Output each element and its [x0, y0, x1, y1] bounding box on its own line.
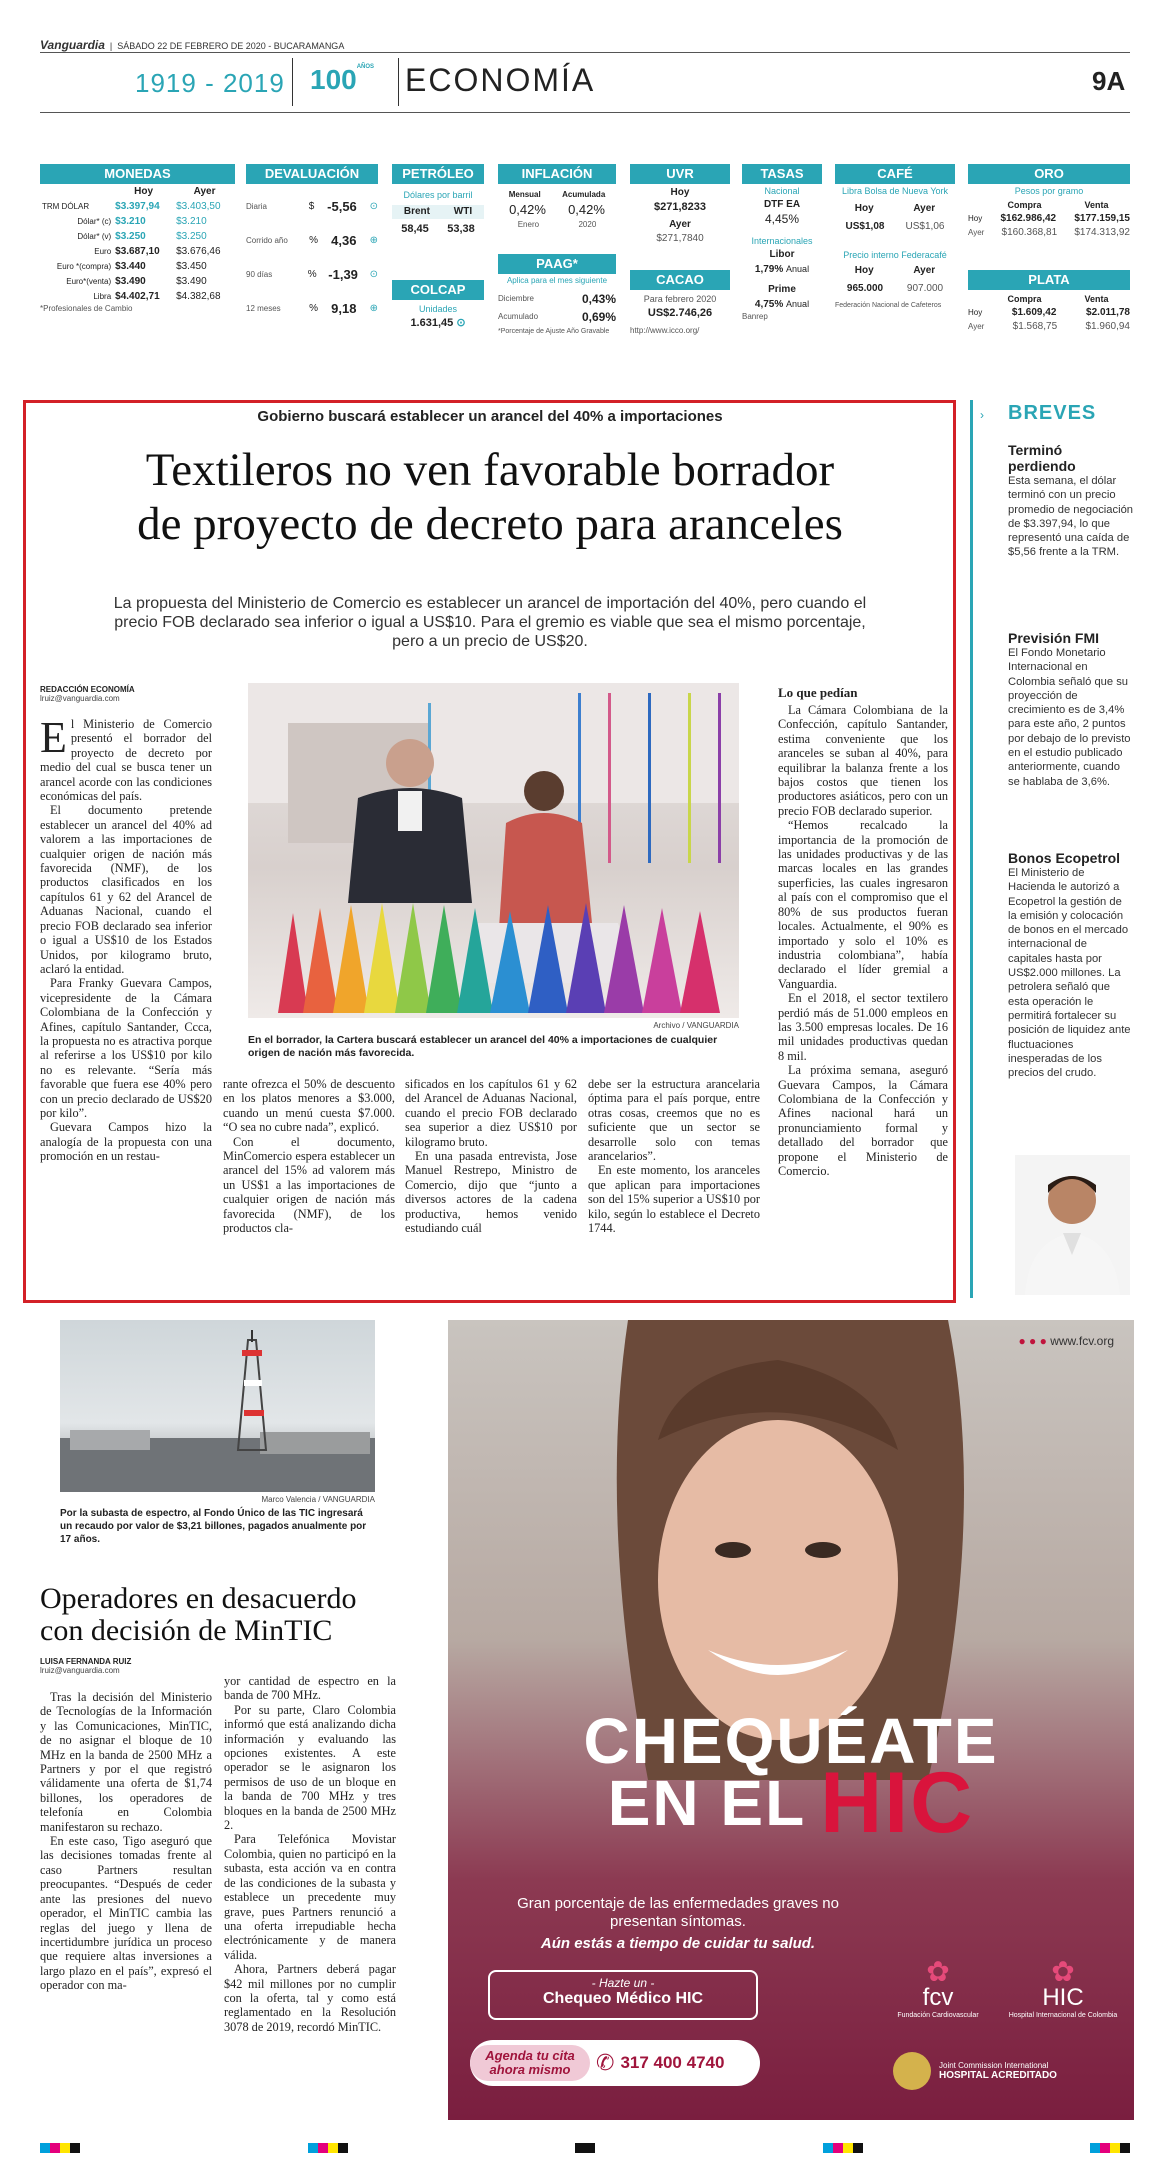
anniversary-years: 1919 - 2019: [135, 68, 285, 98]
textile-photo-image: [248, 683, 739, 1018]
article2-col1: Tras la decisión del Ministerio de Tecnologías de la Información y las Comunicaciones, MinTIC, de no asignar el bloque de 10 MHz en la banda de 2500 MHz a Partners y por el que registró válidamente una oferta de $1,74 billones, los operadores de telefonía en Colombia manifestaron su rechazo. En este caso, Tigo aseguró que las decisiones tomadas frente al caso Partners resultan preocupantes. “Después de ceder ante las presiones del nuevo operador, el MinTIC cambia las reglas del juego y llena de incertidumbre jurídica un proceso que requiere altas inversiones a largo plazo en el país”, expresó el operador con ma-: [40, 1690, 212, 1993]
section-title: ECONOMÍA: [405, 62, 596, 98]
fcv-logo: ✿ fcv Fundación Cardiovascular: [888, 1960, 988, 2019]
arrow-up-icon: ⊕: [369, 303, 378, 314]
article2-headline: Operadores en desacuerdo con decisión de MinTIC: [40, 1582, 357, 1647]
anniversary-logo: $100^{AÑOS}$: [310, 64, 375, 95]
antenna-photo: [60, 1320, 375, 1492]
print-color-bar: [40, 2140, 1130, 2152]
ad-text: Gran porcentaje de las enfermedades graves no presentan síntomas. Aún estás a tiempo de cuidar tu salud.: [517, 1895, 839, 1952]
arrow-up-icon: ⊕: [369, 235, 378, 246]
antenna-image: [60, 1320, 375, 1492]
dateline: Vanguardia | SÁBADO 22 DE FEBRERO DE 2020 - BUCARAMANGA: [40, 38, 345, 52]
article-col5: La Cámara Colombiana de la Confección, capítulo Santander, estima conveniente que los aranceles se suban al 40%, para equilibrar la balanza frente a los bajos costos que tienen los productores asiáticos, pero con un precio FOB declarado superior. “Hemos recalcado la importancia de la promoción de las unidades productivas y de las marcas locales en las grandes superficies, las cuales ingresaron al país con el compromiso que el 80% de sus productos fueran locales. Actualmente, el 90% es importado y solo el 10% es industria colombiana”, había declarado el líder gremial a Vanguardia. En el 2018, el sector textilero perdió más de 51.000 empleos en las 3.500 empresas locales. De 16 mil unidades productivas quedan 8 mil. La próxima semana, aseguró Guevara Campos, la Cámara Colombiana de la Confección y Afines nacional hará un pronunciamiento formal y detallado del borrador que propone el Ministerio de Comercio.: [778, 703, 948, 1178]
ad-title: CHEQUÉATE EN EL HIC: [583, 1705, 999, 1851]
page-number: 9A: [1092, 66, 1126, 96]
portrait-image: [1015, 1155, 1130, 1295]
tree-icon: ✿: [1051, 1956, 1075, 1987]
market-inflacion: INFLACIÓN Mensual Acumulada 0,42% 0,42% Enero 2020: [498, 164, 616, 232]
market-plata: PLATA Compra Venta Hoy $1.609,42 $2.011,78 Ayer $1.568,75 $1.960,94: [968, 272, 1130, 332]
breve-item: Terminó perdiendo Esta semana, el dólar terminó con un precio promedio de negociación de $3.397,94, lo que representó una caída de $5,56 frente a la TRM.: [1008, 442, 1134, 559]
market-uvr: UVR Hoy $271,8233 Ayer $271,7840: [630, 164, 730, 246]
textile-photo: [248, 683, 739, 1018]
article-col2: rante ofrezca el 50% de descuento en los platos menores a $3.000, cuando un menú cuesta $7.000. “O sea no cubre nada”, explicó. Con el documento, MinComercio espera establecer un arancel del 15% ad valorem más un US$1 a las importaciones de cualquier origen de nación más favorecida (NMF), de los productos cla-: [223, 1077, 395, 1236]
portrait-photo: [1015, 1155, 1130, 1295]
market-monedas: MONEDAS Hoy Ayer TRM DÓLAR $3.397,94 $3.403,50 Dólar* (c) $3.210 $3.210 Dólar* (v) $3.250 $3.250 Euro $3.687,10 $3.676,46 Euro *(compra) $3.440 $3.450 Euro*(venta) $3.490 $3.490 Libra $4.402,71 $4.382,68 *Profesionales de Cambio: [40, 164, 235, 313]
photo-credit: Archivo / VANGUARDIA: [653, 1021, 739, 1030]
market-oro: ORO Pesos por gramo Compra Venta Hoy $162.986,42 $177.159,15 Ayer $160.368,81 $174.313,92: [968, 166, 1130, 238]
hic-logo: ✿ HIC Hospital Internacional de Colombia: [1008, 1956, 1118, 2019]
phone-icon: ✆: [596, 2050, 615, 2075]
photo-caption: En el borrador, la Cartera buscará establecer un arancel del 40% a importaciones de cualquier origen de nación más favorecida.: [248, 1034, 718, 1059]
market-colcap: COLCAP Unidades 1.631,45 ⊙: [392, 280, 484, 330]
ad-cta[interactable]: Agenda tu cita ahora mismo ✆ 317 400 4740: [470, 2040, 760, 2086]
ad-web: ● ● ● www.fcv.org: [1018, 1334, 1114, 1348]
article-col1: El Ministerio de Comercio presentó el borrador del proyecto de decreto por medio del cual se busca tener un arancel acorde con las condiciones económicas del país. El documento pretende establecer un arancel del 40% ad valorem a las importaciones de cualquier origen de nación más favorecida (NMF), de los productos clasificados en los capítulos 61 y 62 del Arancel de Aduanas Nacional, cuando el precio FOB declarado sea inferior o igual a US$10 de los Estados Unidos, por kilogramo bruto, aclaró la entidad. Para Franky Guevara Campos, vicepresidente de la Cámara Colombiana de la Confección y Afines, capítulo Santander, Ccca, la propuesta no es atractiva porque al referirse a los US$10 por kilo no es relevante. “Sería más favorable que fuera ese 40% pero con un precio declarado de US$20 por kilo”. Guevara Campos hizo la analogía de la propuesta con una promoción en un restau-: [40, 717, 212, 1164]
ad-chequeo-button[interactable]: - Hazte un - Chequeo Médico HIC: [488, 1970, 758, 2020]
hic-advertisement[interactable]: [448, 1320, 1134, 2120]
article-headline: Textileros no ven favorable borrador de proyecto de decreto para aranceles: [137, 444, 843, 550]
market-cacao: CACAO Para febrero 2020 US$2.746,26 http://www.icco.org/: [630, 270, 730, 335]
article-byline: REDACCIÓN ECONOMÍA lruiz@vanguardia.com: [40, 685, 135, 703]
section-subhead: Lo que pedían: [778, 685, 858, 700]
market-petroleo: PETRÓLEO Dólares por barril Brent WTI 58,45 53,38: [392, 164, 484, 236]
arrow-down-icon: ⊙: [369, 269, 378, 280]
article-col4: debe ser la estructura arancelaria óptima para el país porque, entre otras cosas, creemos que no es suficiente que un sector se desarrolle solo con temas arancelarios”. En este momento, los aranceles que aplican para importaciones son del 15% superior a US$10 por kilo, según lo establece el Decreto 1744.: [588, 1077, 760, 1236]
arrow-down-icon: ⊙: [456, 317, 466, 329]
market-cafe: CAFÉ Libra Bolsa de Nueva York Hoy Ayer US$1,08 US$1,06 Precio interno Federacafé Hoy Ayer 965.000 907.000 Federación Nacional de Cafeteros: [835, 164, 955, 309]
market-tasas: TASAS Nacional DTF EA 4,45% Internacionales Libor 1,79% Anual Prime 4,75% Anual Banrep: [742, 164, 822, 321]
market-paag: PAAG* Aplica para el mes siguiente Diciembre 0,43% Acumulado 0,69% *Porcentaje de Ajuste Año Gravable: [498, 256, 616, 335]
breve-item: Bonos Ecopetrol El Ministerio de Hacienda le autorizó a Ecopetrol la gestión de la emisión y colocación de bonos en el mercado internacional de capitales hasta por US$2.000 millones. La petrolera señaló que esta operación le permitirá fortalecer su posición de liquidez ante fluctuaciones inesperadas de los precios del crudo.: [1008, 850, 1131, 1080]
jci-seal: Joint Commission International HOSPITAL ACREDITADO: [893, 2052, 1123, 2090]
article-lede: La propuesta del Ministerio de Comercio es establecer un arancel de importación del 40%, pero cuando el precio FOB declarado sea inferior o igual a US$10. Para el gremio es viable que sea el mismo porcentaje, pero a un precio de US$20.: [113, 595, 867, 650]
article2-byline: LUISA FERNANDA RUIZ lruiz@vanguardia.com: [40, 1657, 132, 1675]
breves-title: BREVES: [1008, 402, 1097, 424]
photo-credit: Marco Valencia / VANGUARDIA: [261, 1495, 375, 1504]
chevron-right-icon: ›: [980, 408, 984, 422]
article-col3: sificados en los capítulos 61 y 62 del Arancel de Aduanas Nacional, cuando el precio FOB declarado sea superior a diez US$10 por kilogramo bruto. En una pasada entrevista, Jose Manuel Restrepo, Ministro de Comercio, dijo que “junto a diversos actores de la cadena productiva, hemos venido estudiando cuál: [405, 1077, 577, 1236]
tree-icon: ✿: [926, 1956, 950, 1987]
market-devaluacion: DEVALUACIÓN Diaria $ -5,56 ⊙ Corrido año % 4,36 ⊕ 90 días % -1,39 ⊙ 12 meses % 9,18 ⊕: [246, 166, 378, 316]
article-kicker: Gobierno buscará establecer un arancel del 40% a importaciones: [257, 408, 723, 425]
article2-col2: yor cantidad de espectro en la banda de 700 MHz. Por su parte, Claro Colombia informó que está analizando dicha información y evaluando las opciones existentes. A este operador se le asignaron los permisos de uso de un bloque en la banda de 700 MHz y tres bloques en la banda de 2500 MHz 2. Para Telefónica Movistar Colombia, quien no participó en la subasta, esta acción va en contra de las condiciones de la subasta y establece un precedente muy grave, pues Partners renunció a una oferta irrepudiable hecha electrónicamente y de manera válida. Ahora, Partners deberá pagar $42 mil millones por no cumplir con la oferta, tal y como está reglamentado en la Resolución 3078 de 2019, recordó MinTIC.: [224, 1674, 396, 2034]
photo-caption: Por la subasta de espectro, al Fondo Único de las TIC ingresará un recaudo por valor de $3,21 billones, pagados anualmente por 17 años.: [60, 1508, 367, 1545]
arrow-down-icon: ⊙: [369, 201, 378, 212]
breve-item: Previsión FMI El Fondo Monetario Internacional en Colombia señaló que su proyección de crecimiento es de 3,4% para este año, 2 puntos por debajo de lo previsto en el estudio publicado anteriormente, cuando se hablaba de 3,6%.: [1008, 630, 1131, 788]
